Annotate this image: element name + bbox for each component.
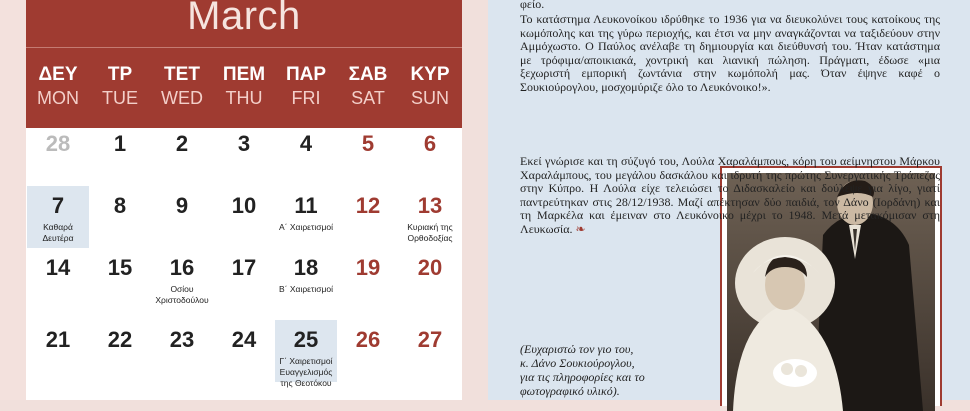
day-note: Χριστοδούλου xyxy=(155,295,209,305)
day-number: 11 xyxy=(294,193,318,218)
day-number: 12 xyxy=(355,193,381,218)
weekday-greek: ΠΑΡ xyxy=(285,64,327,85)
page-gutter xyxy=(462,0,488,400)
day-cell xyxy=(89,248,151,310)
day-number: 17 xyxy=(231,255,257,280)
day-number: 4 xyxy=(299,131,313,156)
day-cell xyxy=(337,186,399,248)
day-cell xyxy=(275,186,337,248)
day-number: 25 xyxy=(293,327,319,352)
weekday-latin: FRI xyxy=(291,88,321,108)
weekday-header xyxy=(27,64,89,109)
acknowledgement-line: για τις πληροφορίες και το xyxy=(520,370,645,384)
day-note: Ορθοδοξίας xyxy=(407,233,453,243)
day-note: Α΄ Χαιρετισμοί xyxy=(279,222,333,232)
weekday-header xyxy=(213,64,275,109)
day-cell xyxy=(213,248,275,310)
day-number: 27 xyxy=(417,327,443,352)
day-number: 15 xyxy=(107,255,133,280)
weekday-latin: TUE xyxy=(102,88,138,108)
day-note: Β΄ Χαιρετισμοί xyxy=(279,284,333,294)
acknowledgement-line: (Ευχαριστώ τον γιο του, xyxy=(520,342,634,356)
day-cell xyxy=(275,248,337,310)
day-number: 21 xyxy=(45,327,71,352)
day-cell xyxy=(27,248,89,310)
acknowledgement-line: φωτογραφικό υλικό). xyxy=(520,384,620,398)
day-number: 16 xyxy=(169,255,195,280)
day-cell xyxy=(275,124,337,186)
day-cell xyxy=(27,186,89,248)
weekday-greek: ΣΑΒ xyxy=(348,64,388,85)
weekday-header xyxy=(151,64,213,109)
article-paragraph-text: Εκεί γνώρισε και τη σύζυγό του, Λούλα Χαραλάμπους, κόρη του αείμνηστου Μάρκου Χαραλάμπους, του μεγάλου δασκάλου και ιδρυτή της πρώτης Συνεργατικής Τράπεζας στην Κύπρο. Η Λούλα είχε τελειώσει το Διδασκαλείο και δούλεψε για λίγο, γιατί παντρεύτηκαν στις 28/12/1938. Μαζί απέκτησαν δύο παιδιά, τον Δάνο (Ιορδάνη) και τη Μαρκέλα και έμειναν στο Λευκόνοικο μέχρι το 1948. Μετά μετακόμισαν στη Λευκωσία. xyxy=(520,154,940,236)
article-paragraph xyxy=(520,155,940,237)
day-number: 10 xyxy=(231,193,257,218)
weekday-header xyxy=(399,64,461,109)
day-number: 20 xyxy=(417,255,443,280)
weekday-header xyxy=(89,64,151,109)
day-number: 3 xyxy=(237,131,251,156)
weekday-greek: ΚΥΡ xyxy=(410,64,450,85)
day-number: 9 xyxy=(175,193,189,218)
left-margin xyxy=(0,0,26,400)
day-number: 14 xyxy=(45,255,71,280)
day-number: 13 xyxy=(417,193,443,218)
day-note: της Θεοτόκου xyxy=(280,378,332,388)
day-number: 23 xyxy=(169,327,195,352)
day-cell xyxy=(27,124,89,186)
day-cell xyxy=(399,320,461,382)
day-number: 18 xyxy=(293,255,319,280)
day-cell xyxy=(399,186,461,248)
day-number: 1 xyxy=(113,131,127,156)
day-cell xyxy=(399,124,461,186)
day-note: Οσίου xyxy=(170,284,194,294)
article-continuation: φείο. xyxy=(520,0,545,11)
day-number: 8 xyxy=(113,193,127,218)
acknowledgement-line: κ. Δάνο Σουκιούρογλου, xyxy=(520,356,635,370)
weekday-header xyxy=(337,64,399,109)
day-cell xyxy=(337,320,399,382)
day-number: 6 xyxy=(423,131,437,156)
weekday-latin: SUN xyxy=(410,88,449,108)
day-cell xyxy=(213,124,275,186)
weekday-latin: SAT xyxy=(351,88,385,108)
day-cell xyxy=(151,186,213,248)
day-number: 19 xyxy=(355,255,381,280)
day-cell xyxy=(337,248,399,310)
day-cell xyxy=(89,320,151,382)
day-cell xyxy=(275,320,337,388)
day-note: Γ΄ Χαιρετισμοί xyxy=(279,356,333,366)
weekday-latin: MON xyxy=(37,88,79,108)
day-number: 26 xyxy=(355,327,381,352)
weekday-latin: THU xyxy=(225,88,263,108)
day-note: Κυριακή της xyxy=(407,222,453,232)
article-paragraph: Το κατάστημα Λευκονοίκου ιδρύθηκε το 1936 για να διευκολύνει τους κατοίκους της κωμόπολης και της γύρω περιοχής, και έτσι να μην αναγκάζονται να ταξιδεύουν στην Αμμόχωστο. Ο Παύλος ανέλαβε τη δημιουργία και διεύθυνσή του. Ήταν κατάστημα με τρόφιμα/αποικιακά, χοντρική και λιανική πώληση. Πράγματι, έδωσε «μια ξεχωριστή εμπορική ζωντάνια στην κωμόπολή μας. Όταν έψηνε καφέ ο Σουκιούρογλου, μοσχομύριζε όλο το Λευκόνοικο!». xyxy=(520,12,940,94)
day-cell xyxy=(89,186,151,248)
weekday-greek: ΠΕΜ xyxy=(222,64,266,85)
weekday-latin: WED xyxy=(161,88,203,108)
day-cell xyxy=(151,124,213,186)
day-number: 7 xyxy=(51,193,65,218)
weekday-greek: ΤΡ xyxy=(107,64,133,85)
weekday-header xyxy=(275,64,337,109)
day-number: 28 xyxy=(45,131,71,156)
article-page xyxy=(488,0,970,400)
weekday-greek: ΔΕΥ xyxy=(38,64,78,85)
day-cell xyxy=(151,320,213,382)
calendar-page xyxy=(26,0,462,400)
leaf-ornament-icon: ❧ xyxy=(575,221,586,236)
header-divider xyxy=(26,47,462,48)
day-number: 24 xyxy=(231,327,257,352)
day-note: Ευαγγελισμός xyxy=(279,367,333,377)
day-cell xyxy=(399,248,461,310)
day-cell xyxy=(151,248,213,310)
weekday-greek: ΤΕΤ xyxy=(164,64,200,85)
day-note: Καθαρά xyxy=(43,222,73,232)
day-cell xyxy=(213,320,275,382)
month-title: March xyxy=(187,0,301,38)
day-number: 22 xyxy=(107,327,133,352)
day-note: Δευτέρα xyxy=(42,233,74,243)
calendar-header xyxy=(26,0,462,128)
day-cell xyxy=(213,186,275,248)
day-cell xyxy=(27,320,89,382)
day-cell xyxy=(337,124,399,186)
day-number: 5 xyxy=(361,131,375,156)
day-cell xyxy=(89,124,151,186)
day-number: 2 xyxy=(175,131,189,156)
